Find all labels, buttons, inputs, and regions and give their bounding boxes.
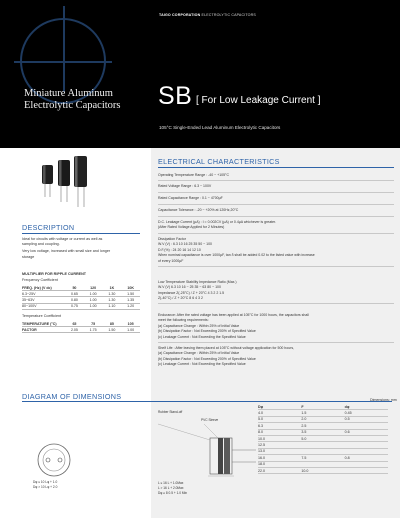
spec-df-note: When nominal capacitance is over 1000μF, tan δ shall be added 0.02 to the listed value with increase	[158, 253, 315, 258]
spec-lt-row-2: Z(-40°C) / Z + 20°C 8 6 4 3 2	[158, 296, 203, 301]
table-row: 80~100V 0.75 1.00 1.10 1.20	[22, 304, 140, 310]
electrical-title-rule	[158, 167, 394, 168]
capacitor-photo	[34, 152, 114, 212]
capacitor-side-view	[158, 420, 256, 478]
spec-endurance: Endurance: After the rated voltage has been applied at 105°C for 1000 hours, the capacitors shall	[158, 313, 309, 317]
spec-lt-title: Low Temperature Stability Impedance Ratio (Max.)	[158, 280, 237, 284]
series-subtitle: [ For Low Leakage Current ]	[196, 95, 321, 106]
spec-divider	[158, 180, 394, 181]
spec-block-4	[158, 208, 394, 213]
table-row: 13.0	[258, 449, 388, 455]
series-name: SB	[158, 82, 193, 110]
spec-shelf-b: (b) Dissipation Factor : Not Exceeding 200% of Specified Value	[158, 356, 256, 361]
table-row: 8.0 3.5 0.6	[258, 430, 388, 436]
description-title: DESCRIPTION	[22, 223, 75, 232]
table-row: 16.0 7.5 0.8	[258, 455, 388, 461]
table-row: 10.0 5.0	[258, 436, 388, 442]
spec-divider	[158, 192, 394, 193]
spec-block-9	[158, 346, 394, 368]
spec-block-8	[158, 313, 394, 340]
spec-block-1	[158, 173, 394, 178]
table-row: 5.0 2.0 0.5	[258, 417, 388, 423]
spec-lt-row-1: Impedance Z(-25°C) / Z + 20°C 4 3 2 2 1.5	[158, 290, 225, 295]
dimensions-unit-label: Dimensions: mm	[370, 398, 397, 402]
table-row: 35~63V 0.80 1.00 1.30 1.35	[22, 297, 140, 303]
spec-block-7	[158, 280, 394, 302]
spec-divider	[158, 204, 394, 205]
spec-divider	[158, 342, 394, 343]
dimensions-title-rule	[22, 401, 392, 402]
company-name: TAIGO CORPORATION ELECTROLYTIC CAPACITORS	[159, 13, 256, 17]
spec-dc-leakage-note: (After Rated Voltage Applied for 2 Minutes)	[158, 225, 225, 230]
spec-divider	[158, 216, 394, 217]
dim-note-4: L > 16 L + 2.0Max	[158, 486, 184, 490]
table-row: FACTOR 2.05 1.75 1.50 1.00	[22, 327, 140, 333]
dim-table-header: Dφ F dφ	[258, 404, 388, 410]
spec-endurance-2: meet the following requirements:	[158, 318, 209, 323]
spec-dc-leakage: D.C. Leakage Current (μA) : I = 0.002CV (μA) or 0.4μA whichever is greater.	[158, 220, 277, 224]
dim-note-2: Dφ > 10 Lφ + 2.0	[33, 485, 58, 489]
spec-cap-range: Rated Capacitance Range : 0.1 ~ 4700μF	[158, 196, 223, 200]
spec-cap-tolerance: Capacitance Tolerance : -20 ~ +20% at 120Hz,20°C	[158, 208, 239, 212]
spec-divider	[158, 266, 394, 267]
temp-coef-title: Temperature Coefficient	[22, 314, 62, 318]
spec-df-values: D.F.(%) : 24 20 16 14 12 10	[158, 247, 201, 252]
rubber-standoff-label: Rubber Stand-off	[158, 410, 183, 414]
table-row: 6.3 2.5	[258, 423, 388, 429]
series-tagline: 105°C Single-Ended Lead Aluminum Electrolytic Capacitors	[159, 125, 281, 130]
pvc-sleeve-label: PVC Sleeve	[201, 418, 219, 422]
ripple-title: MULTIPLIER FOR RIPPLE CURRENT	[22, 272, 87, 276]
spec-block-2	[158, 184, 394, 189]
dimensions-title: DIAGRAM OF DIMENSIONS	[22, 392, 122, 401]
table-row: 12.5	[258, 442, 388, 448]
spec-shelf-c: (c) Leakage Current : Not Exceeding the Specified Value	[158, 362, 246, 367]
spec-rated-voltage: Rated Voltage Range : 6.3 ~ 100V	[158, 184, 212, 188]
spec-op-temp: Operating Temperature Range : -40 ~ +105°C	[158, 173, 229, 177]
spec-df-wv: W.V (V) : 6.3 10 16 25 35 50 ~ 100	[158, 242, 212, 247]
brand-vertical-line	[63, 6, 65, 92]
dim-note-1: Dφ ≤ 10 Lφ + 1.0	[33, 480, 58, 484]
spec-endurance-b: (b) Dissipation Factor : Not Exceeding 200% of Specified Value	[158, 329, 256, 334]
dimensions-table	[258, 404, 388, 474]
spec-shelf-a: (a) Capacitance Change : Within 25% of Initial Value	[158, 351, 240, 356]
spec-block-5	[158, 220, 394, 231]
spec-block-6	[158, 237, 394, 264]
spec-endurance-a: (a) Capacitance Change : Within 25% of Initial Value	[158, 323, 240, 328]
capacitor-front-view	[34, 440, 74, 480]
brand-horizontal-line	[14, 61, 112, 63]
header-banner	[0, 0, 400, 148]
spec-shelf: Shelf Life : After leaving them placed at 105°C without voltage application for 500 hours,	[158, 346, 295, 350]
ripple-table-header: FREQ. (Hz) (V dc) 50 120 1K 10K	[22, 285, 140, 291]
spec-block-3	[158, 196, 394, 201]
table-row: 18.0	[258, 462, 388, 468]
description-text: Ideal for circuits with voltage or current as well as sampling and coupling. Very low voltage, increased with small size and longer storage	[22, 237, 111, 259]
dim-note-3: L ≤ 16 L + 1.0Max	[158, 481, 184, 485]
spec-divider	[158, 303, 394, 304]
electrical-title: ELECTRICAL CHARACTERISTICS	[158, 157, 280, 166]
dim-note-5: Dφ ≥ 8 0.5 + 1.0 Min	[158, 491, 188, 495]
temp-table-header: TEMPERATURE (°C) 65 75 85 105	[22, 321, 140, 327]
product-category-title: Miniature Aluminum Electrolytic Capacitors	[24, 88, 121, 111]
ripple-subtitle: Frequency Coefficient	[22, 278, 58, 282]
spec-df-title: Dissipation Factor	[158, 237, 187, 241]
temp-coef-table	[22, 321, 140, 333]
spec-endurance-c: (c) Leakage Current : Not Exceeding the Specified Value	[158, 334, 246, 339]
table-row: 6.3~25V 0.65 1.00 1.30 1.50	[22, 291, 140, 297]
spec-divider	[158, 233, 394, 234]
table-row: 4.0 1.5 0.45	[258, 410, 388, 416]
spec-lt-wv: W.V (V) 6.3 10 16 ~ 25 35 ~ 63 80 ~ 100	[158, 285, 221, 290]
table-row: 22.0 10.0	[258, 468, 388, 474]
spec-df-note-2: of every 1000μF	[158, 258, 184, 263]
ripple-table	[22, 285, 140, 310]
description-title-rule	[22, 233, 140, 234]
